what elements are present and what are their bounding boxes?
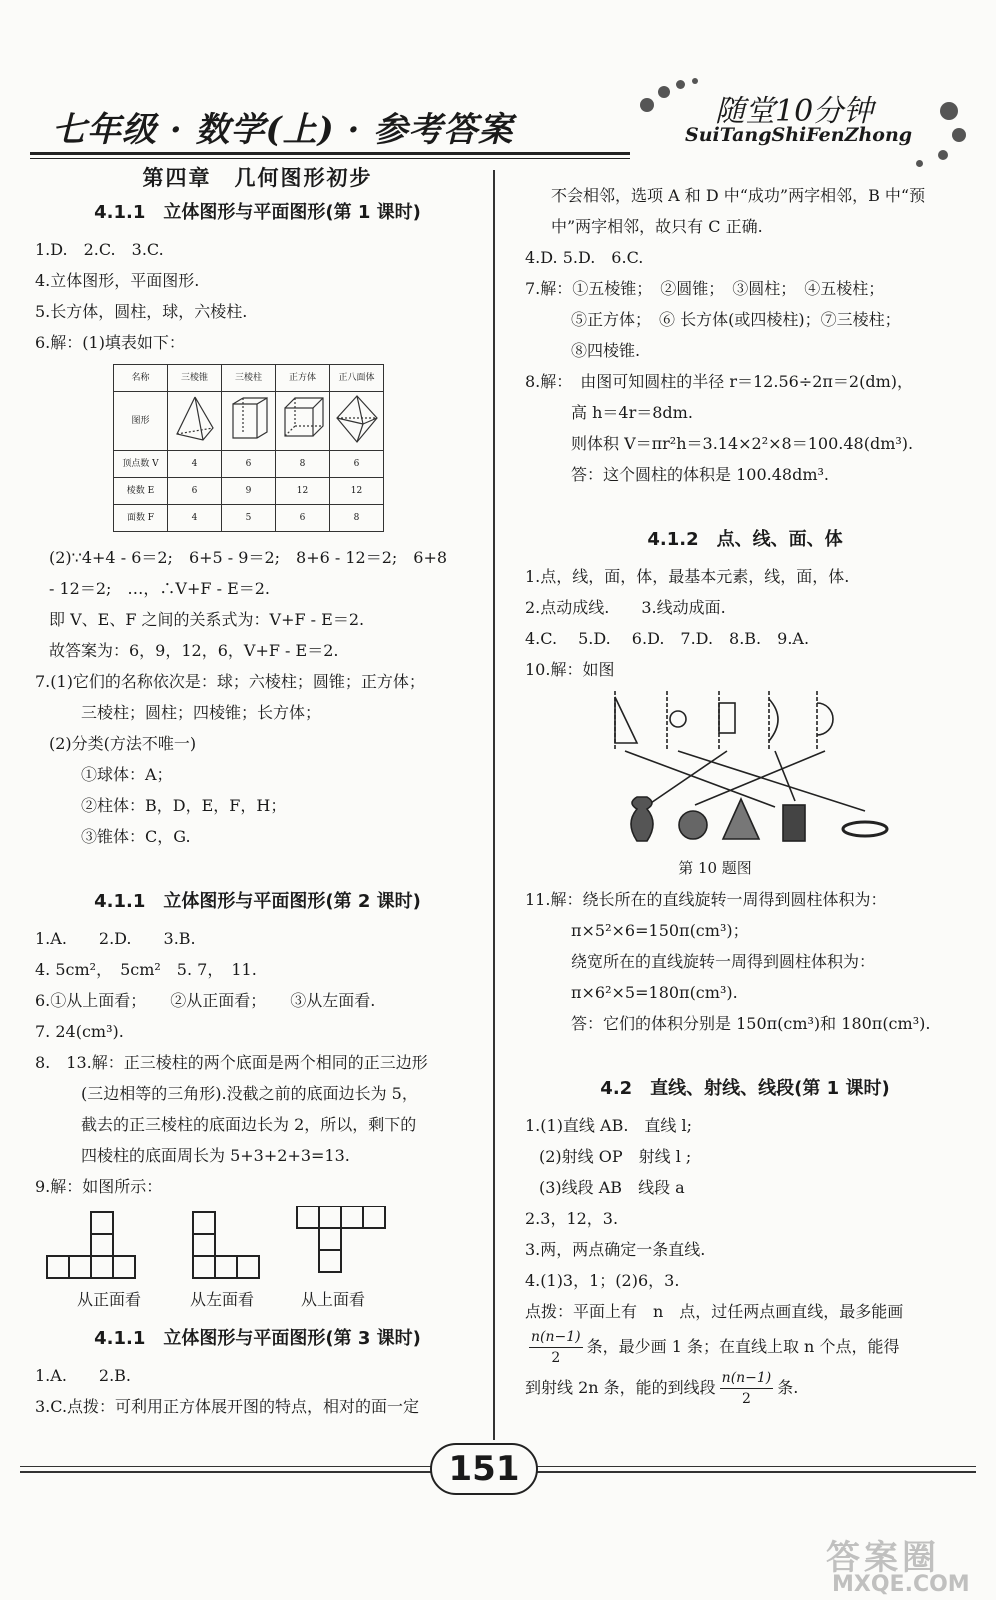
header-rule — [30, 152, 630, 155]
section-title: 4.2 直线、射线、线段(第 1 课时) — [600, 1078, 890, 1099]
table-row-label: 面数 F — [114, 505, 168, 532]
rotation-drawing — [525, 689, 965, 849]
views-figure — [35, 1206, 480, 1311]
answer-line: 7.解：①五棱锥； ②圆锥； ③圆柱； ④五棱柱； — [525, 279, 885, 298]
answer-line: 高 h＝4r＝8dm. — [571, 403, 693, 422]
fraction — [720, 1368, 774, 1409]
answer-line: 4.(1)3，1；(2)6，3. — [525, 1271, 680, 1290]
fraction — [529, 1327, 583, 1368]
table-cell: 12 — [276, 478, 330, 505]
brand-en: SuiTangShiFenZhong — [685, 124, 913, 146]
answer-line: 1.点，线，面，体，最基本元素，线，面，体. — [525, 567, 850, 586]
watermark-cn: 答案圈 — [826, 1538, 940, 1578]
fraction-denominator: 2 — [551, 1350, 561, 1366]
table-row — [114, 505, 384, 532]
answer-line: - 12＝2; …，∴V+F - E＝2. — [49, 579, 271, 598]
answer-text: 条，最少画 1 条；在直线上取 n 个点，能得 — [586, 1337, 900, 1356]
answer-line: 4.立体图形，平面图形. — [35, 271, 200, 290]
answer-line: 故答案为：6，9，12，6，V+F - E＝2. — [49, 641, 339, 660]
view-label: 从左面看 — [190, 1290, 255, 1309]
right-column — [525, 180, 965, 1409]
table-row — [114, 478, 384, 505]
answer-line: 1.A. 2.D. 3.B. — [35, 929, 196, 948]
solids-table-wrap — [113, 364, 480, 532]
watermark — [796, 1530, 986, 1600]
decor-dot — [938, 150, 948, 160]
decor-dot — [676, 80, 685, 89]
triangular-prism-figure — [222, 392, 276, 451]
answer-line: 9.解：如图所示： — [35, 1177, 163, 1196]
answer-line: 7. 24(cm³). — [35, 1022, 124, 1041]
table-cell: 5 — [222, 505, 276, 532]
table-header: 三棱锥 — [168, 365, 222, 392]
answer-line: 即 V、E、F 之间的关系式为：V+F - E＝2. — [49, 610, 365, 629]
answer-line: 四棱柱的底面周长为 5+3+2+3=13. — [81, 1146, 350, 1165]
answer-line: 6.①从上面看； ②从正面看； ③从左面看. — [35, 991, 376, 1010]
answer-line: ②柱体：B，D，E，F，H； — [81, 796, 287, 815]
answer-line: π×6²×5=180π(cm³). — [571, 983, 738, 1002]
chapter-title: 第四章 几何图形初步 — [142, 165, 373, 190]
octahedron-figure — [330, 392, 384, 451]
decor-dot — [940, 102, 958, 120]
answer-line: 5.长方体，圆柱，球，六棱柱. — [35, 302, 248, 321]
answer-text: 条. — [777, 1378, 799, 1397]
table-cell: 9 — [222, 478, 276, 505]
answer-line: 10.解：如图 — [525, 660, 615, 679]
brand-logo — [640, 84, 970, 174]
answer-line: 1.(1)直线 AB. 直线 l; — [525, 1116, 693, 1135]
answer-line: 答：它们的体积分别是 150π(cm³)和 180π(cm³). — [571, 1014, 931, 1033]
answer-line: 不会相邻，选项 A 和 D 中“成功”两字相邻，B 中“预 — [551, 186, 926, 205]
section-title: 4.1.1 立体图形与平面图形(第 2 课时) — [94, 891, 421, 912]
section-title: 4.1.2 点、线、面、体 — [647, 529, 843, 550]
answer-line: 6.解：(1)填表如下： — [35, 333, 185, 352]
answer-line: (2)射线 OP 射线 l ; — [539, 1147, 692, 1166]
answer-line: 则体积 V＝πr²h＝3.14×2²×8＝100.48(dm³). — [571, 434, 914, 453]
answer-line: (三边相等的三角形).没截之前的底面边长为 5， — [81, 1084, 418, 1103]
table-cell: 4 — [168, 505, 222, 532]
tetrahedron-figure — [168, 392, 222, 451]
answer-line: 4. 5cm²， 5cm² 5. 7， 11. — [35, 960, 257, 979]
answer-line: ③锥体：C，G. — [81, 827, 191, 846]
answer-line: ⑧四棱锥. — [571, 341, 641, 360]
page-number: 151 — [430, 1443, 538, 1495]
answer-text: 到射线 2n 条，能的到线段 — [525, 1378, 716, 1397]
table-row-label: 棱数 E — [114, 478, 168, 505]
table-header: 正方体 — [276, 365, 330, 392]
answer-line: 11.解：绕长所在的直线旋转一周得到圆柱体积为： — [525, 890, 887, 909]
left-column — [35, 160, 480, 1422]
answer-line: ①球体：A； — [81, 765, 173, 784]
column-divider — [493, 170, 495, 1440]
section-title: 4.1.1 立体图形与平面图形(第 3 课时) — [94, 1328, 421, 1349]
table-header: 三棱柱 — [222, 365, 276, 392]
header-title: 七年级 · 数学(上) · 参考答案 — [52, 110, 514, 150]
view-label: 从上面看 — [301, 1290, 366, 1309]
table-cell: 6 — [168, 478, 222, 505]
answer-line: 三棱柱；圆柱；四棱锥；长方体； — [81, 703, 322, 722]
rotation-figure — [525, 689, 965, 849]
answer-line: π×5²×6=150π(cm³)； — [571, 921, 749, 940]
brand-cn: 随堂10分钟 — [715, 94, 874, 129]
table-figure-row — [114, 392, 384, 451]
section-title: 4.1.1 立体图形与平面图形(第 1 课时) — [94, 202, 421, 223]
answer-line: (2)分类(方法不唯一) — [49, 734, 197, 753]
table-cell: 4 — [168, 451, 222, 478]
answer-line-fraction — [525, 1368, 965, 1409]
view-label: 从正面看 — [77, 1290, 142, 1309]
table-cell: 12 — [330, 478, 384, 505]
answer-line: 2.3，12，3. — [525, 1209, 619, 1228]
decor-dot — [640, 98, 654, 112]
answer-line: ⑤正方体； ⑥ 长方体(或四棱柱)；⑦三棱柱； — [571, 310, 901, 329]
answer-line: 3.两，两点确定一条直线. — [525, 1240, 706, 1259]
answer-line: 答：这个圆柱的体积是 100.48dm³. — [571, 465, 829, 484]
decor-dot — [692, 78, 698, 84]
table-header: 正八面体 — [330, 365, 384, 392]
figure-caption: 第 10 题图 — [678, 859, 752, 877]
answer-line: 3.C.点拨：可利用正方体展开图的特点，相对的面一定 — [35, 1397, 420, 1416]
answer-line: 截去的正三棱柱的底面边长为 2，所以，剩下的 — [81, 1115, 417, 1134]
decor-dot — [658, 86, 670, 98]
answer-line: (2)∵4+4 - 6＝2; 6+5 - 9＝2; 8+6 - 12＝2; 6+8 — [49, 548, 448, 567]
fraction-numerator: n(n−1) — [720, 1368, 774, 1389]
table-cell: 6 — [276, 505, 330, 532]
answer-line: 中”两字相邻，故只有 C 正确. — [551, 217, 763, 236]
fraction-numerator: n(n−1) — [529, 1327, 583, 1348]
answer-line: 1.D. 2.C. 3.C. — [35, 240, 164, 259]
decor-dot — [952, 128, 966, 142]
answer-line: 1.A. 2.B. — [35, 1366, 132, 1385]
answer-line: (3)线段 AB 线段 a — [539, 1178, 685, 1197]
table-cell: 8 — [330, 505, 384, 532]
answer-line: 7.(1)它们的名称依次是：球；六棱柱；圆锥；正方体； — [35, 672, 425, 691]
table-header: 名称 — [114, 365, 168, 392]
table-header-row — [114, 365, 384, 392]
answer-line: 4.C. 5.D. 6.D. 7.D. 8.B. 9.A. — [525, 629, 810, 648]
table-cell: 8 — [276, 451, 330, 478]
fraction-denominator: 2 — [742, 1391, 751, 1407]
header-rule-thin — [30, 158, 630, 159]
answer-line: 4.D. 5.D. 6.C. — [525, 248, 644, 267]
decor-dot — [916, 160, 923, 167]
table-row — [114, 451, 384, 478]
table-row-label: 顶点数 V — [114, 451, 168, 478]
answer-line: 8.解： 由图可知圆柱的半径 r＝12.56÷2π＝2(dm)， — [525, 372, 913, 391]
answer-line: 2.点动成线. 3.线动成面. — [525, 598, 726, 617]
table-cell: 6 — [330, 451, 384, 478]
table-row-label: 图形 — [114, 392, 168, 451]
watermark-en: MXQE.COM — [832, 1572, 970, 1597]
answer-line-fraction — [525, 1327, 965, 1368]
answer-line: 8. 13.解：正三棱柱的两个底面是两个相同的正三边形 — [35, 1053, 428, 1072]
table-cell: 6 — [222, 451, 276, 478]
cube-figure — [276, 392, 330, 451]
answer-line: 绕宽所在的直线旋转一周得到圆柱体积为： — [571, 952, 876, 971]
solids-table — [113, 364, 384, 532]
page-header — [30, 80, 970, 165]
answer-line: 点拨：平面上有 n 点，过任两点画直线，最多能画 — [525, 1302, 904, 1321]
